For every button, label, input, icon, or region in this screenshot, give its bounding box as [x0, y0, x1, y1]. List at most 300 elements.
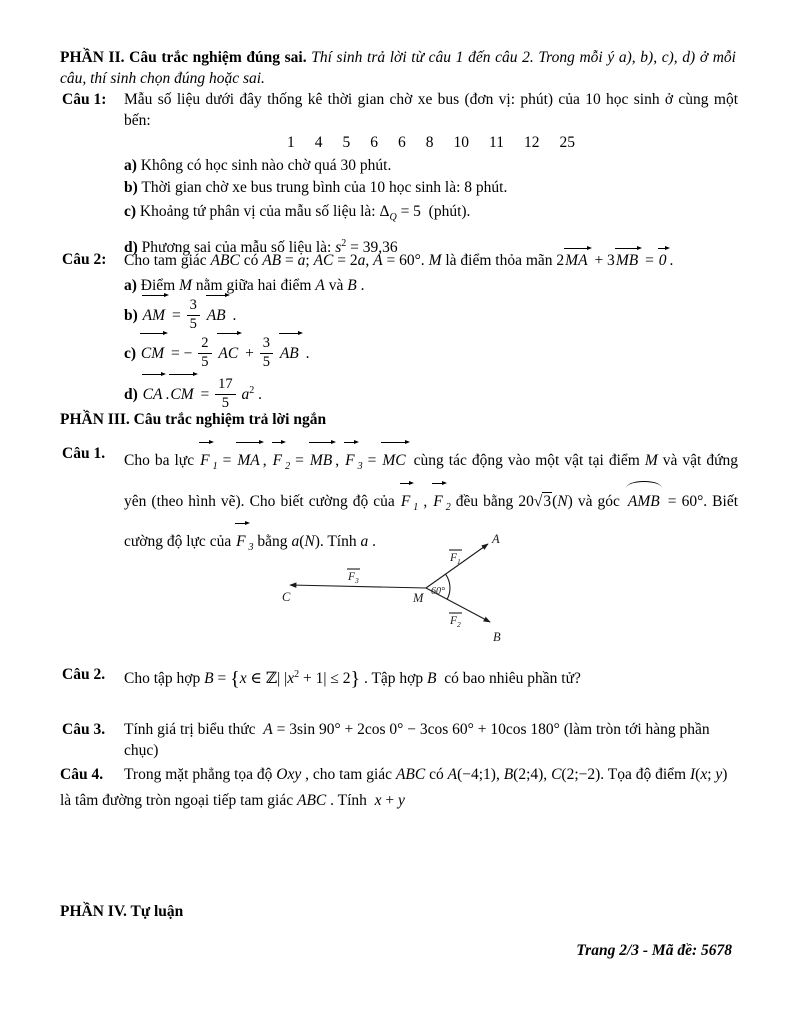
run: = — [217, 452, 237, 469]
run — [615, 252, 641, 269]
run — [124, 721, 263, 738]
run — [124, 91, 742, 129]
run: y — [398, 792, 405, 809]
run: Cho tam giác — [124, 252, 211, 269]
run: B — [347, 277, 357, 294]
run: d) — [124, 239, 138, 256]
run — [241, 386, 254, 403]
run — [214, 670, 231, 687]
run: 5 — [189, 316, 197, 333]
figure-label-c: C — [282, 590, 291, 604]
run: MB — [309, 443, 335, 477]
run: ) và góc — [567, 493, 625, 510]
run — [124, 307, 138, 324]
run — [217, 345, 241, 362]
run: Cho tập hợp — [124, 670, 205, 687]
run — [199, 452, 218, 472]
run: , — [365, 252, 374, 269]
part4-heading — [60, 901, 736, 922]
run — [241, 345, 258, 362]
run — [60, 411, 326, 428]
run: nằm giữa hai điểm — [192, 277, 316, 294]
force-diagram-figure — [266, 531, 536, 656]
run: B — [204, 670, 214, 687]
run — [301, 766, 396, 783]
run: = − — [167, 345, 197, 362]
run: và — [324, 277, 348, 294]
run: | ≤ 2 — [323, 670, 351, 687]
run: Trong mặt phẳng tọa độ — [124, 766, 277, 783]
run — [409, 452, 645, 469]
run: Mẫu số liệu dưới đây thống kê thời gian chờ xe bus (đơn vị: phút) của 10 học sinh ở cùng một bến: — [124, 91, 742, 129]
run — [272, 452, 291, 472]
run: x — [374, 792, 382, 809]
run: 3 — [260, 336, 273, 354]
run: , cho tam giác — [301, 766, 396, 783]
run: Q — [389, 212, 397, 223]
run: N — [557, 493, 568, 510]
run: CM — [169, 375, 196, 414]
run: √ — [533, 493, 543, 510]
run — [436, 670, 580, 687]
run — [309, 452, 335, 469]
run — [397, 203, 471, 220]
run: } — [350, 668, 361, 690]
run — [302, 345, 310, 362]
run: 6 — [398, 134, 406, 151]
run: = 3sin 90° + 2cos 0° − 3cos 60° + 10cos 180° (làm tròn tới hàng phần chục) — [124, 721, 714, 759]
run: . Tập hợp — [360, 670, 427, 687]
run: x — [287, 670, 295, 687]
run — [561, 766, 690, 783]
run: B — [503, 766, 514, 783]
run: c) — [124, 203, 137, 220]
run: Không có học sinh nào chờ quá 30 phút. — [136, 157, 392, 174]
run: 0 — [658, 249, 670, 271]
run — [124, 277, 137, 294]
run: + 3 — [590, 252, 615, 269]
run: d) — [124, 386, 138, 403]
run — [504, 766, 513, 783]
run — [645, 452, 658, 469]
run — [451, 493, 534, 510]
run: 17 — [215, 377, 236, 395]
run — [179, 277, 192, 294]
run: PHẦN IV. Tự luận — [60, 903, 184, 920]
run: CA — [142, 375, 166, 414]
run: a — [291, 533, 300, 550]
run: 2 — [445, 502, 451, 513]
run: = — [168, 307, 185, 324]
run: 3 — [248, 542, 254, 553]
run: ABC — [296, 792, 327, 809]
run: 3 — [543, 493, 552, 510]
run — [124, 157, 137, 174]
run: + — [381, 792, 399, 809]
run: 1 — [287, 134, 295, 151]
run: Thời gian chờ xe bus trung bình của 10 học sinh là: 8 phút. — [137, 179, 508, 196]
run — [400, 493, 419, 513]
run: F — [344, 443, 357, 477]
run — [263, 452, 272, 469]
run: ABC — [210, 252, 240, 269]
run: Tính giá trị biểu thức — [124, 721, 264, 738]
run — [375, 792, 382, 809]
run: bằng — [253, 533, 292, 550]
run: . — [669, 252, 674, 269]
item-d — [124, 372, 738, 410]
part3-question-3 — [60, 719, 738, 761]
run: 2 — [556, 252, 565, 269]
run — [124, 179, 138, 196]
run: + 1 — [299, 670, 324, 687]
run — [260, 336, 273, 370]
run: . — [228, 307, 237, 324]
run — [398, 792, 405, 809]
run: x — [700, 766, 708, 783]
run: = — [362, 452, 382, 469]
run — [625, 493, 663, 510]
run: Khoảng tứ phân vị của mẫu số liệu là: — [136, 203, 380, 220]
run: đều bằng 20 — [450, 493, 534, 510]
run: A — [315, 277, 325, 294]
item-c — [124, 199, 738, 230]
run — [276, 766, 301, 783]
run — [333, 252, 357, 269]
run: PHẦN II. Câu trắc nghiệm đúng sai. — [60, 49, 312, 66]
run — [247, 670, 278, 687]
run — [124, 203, 136, 220]
run — [263, 721, 272, 738]
run — [240, 670, 247, 687]
run: M — [428, 252, 442, 269]
run: ; — [305, 252, 314, 269]
run: Điểm — [136, 277, 180, 294]
run: I — [689, 766, 696, 783]
run: Phương sai của mẫu số liệu là: — [137, 239, 336, 256]
run — [169, 386, 196, 403]
figure-label-m: M — [413, 591, 424, 605]
run: MC — [381, 443, 408, 477]
run — [136, 203, 379, 220]
run: , — [262, 452, 272, 469]
run: (2;4), — [513, 766, 552, 783]
run: B — [426, 670, 437, 687]
run: , — [335, 452, 345, 469]
run: 5 — [262, 354, 270, 371]
run: a) — [124, 277, 137, 294]
run — [335, 452, 344, 469]
run: = — [213, 670, 231, 687]
run — [425, 766, 447, 783]
run — [396, 766, 425, 783]
run: F — [199, 443, 212, 477]
run: có bao nhiêu phần tử? — [436, 670, 581, 687]
run — [641, 252, 658, 269]
figure-label-a: A — [492, 532, 500, 546]
run: 12 — [523, 134, 540, 151]
run: AB — [262, 252, 282, 269]
run: = 39,36 — [346, 239, 398, 256]
run — [441, 252, 556, 269]
run: F — [272, 443, 285, 477]
run: AM — [142, 296, 168, 335]
run: 2 — [198, 336, 211, 354]
run: = — [196, 386, 214, 403]
run — [60, 49, 311, 66]
run — [287, 670, 299, 687]
run: a — [241, 386, 250, 403]
run: Thí sinh trả lời từ câu 1 đến câu 2. Trong mỗi ý a), b), c), d) ở mỗi câu, thí sinh chọn đúng hoặc sai. — [60, 49, 740, 87]
run: Oxy — [276, 766, 302, 783]
run: và vật đứng yên (theo hình vẽ). Cho biết cường độ của — [124, 452, 742, 510]
run — [187, 298, 200, 332]
run: cùng tác động vào một vật tại điểm — [408, 452, 645, 469]
part2-question-1 — [60, 89, 742, 260]
run: a — [360, 533, 369, 550]
run: y — [715, 766, 723, 783]
figure-angle-label: 60° — [431, 586, 445, 597]
run — [142, 386, 166, 403]
run — [556, 252, 564, 269]
run — [568, 493, 625, 510]
run — [168, 307, 185, 324]
run — [326, 792, 374, 809]
run — [314, 252, 334, 269]
run: F — [400, 484, 413, 518]
run: ( — [299, 533, 305, 550]
run: (2;−2). Tọa độ điểm — [561, 766, 690, 783]
run: MB — [615, 249, 641, 271]
run: AB — [206, 296, 229, 335]
run — [198, 336, 211, 370]
run — [534, 492, 552, 510]
run — [137, 277, 179, 294]
part3-question-2 — [60, 664, 738, 690]
run: 5 — [221, 395, 229, 412]
item-b — [124, 177, 738, 198]
run — [418, 493, 432, 510]
run — [344, 452, 363, 472]
run: + — [241, 345, 258, 362]
run — [323, 670, 350, 687]
run: CM — [140, 334, 167, 373]
run: Cho ba lực — [124, 452, 200, 469]
run — [167, 345, 196, 362]
question-body — [124, 719, 738, 761]
run: a — [297, 252, 306, 269]
run: 5 — [201, 354, 209, 371]
run — [218, 452, 237, 469]
run — [299, 670, 323, 687]
run: = — [281, 252, 298, 269]
run: ). Tính — [314, 533, 361, 550]
figure-label-f3: $F_3$ — [348, 571, 359, 585]
run: a) — [124, 157, 137, 174]
run: 1 — [413, 502, 419, 513]
run — [281, 252, 298, 269]
run: AMB — [625, 483, 663, 518]
run — [138, 179, 508, 196]
run — [124, 252, 211, 269]
run — [457, 766, 504, 783]
run — [383, 252, 429, 269]
run — [557, 493, 567, 510]
run — [124, 670, 204, 687]
force-diagram-svg — [266, 531, 536, 656]
run — [230, 668, 240, 690]
run: 3 — [357, 461, 363, 472]
run: A — [447, 766, 458, 783]
run — [564, 252, 590, 269]
run: a — [357, 252, 366, 269]
run: 25 — [559, 134, 575, 151]
run: 2 — [249, 385, 255, 396]
run — [350, 668, 361, 690]
run: b) — [124, 307, 138, 324]
run — [432, 493, 451, 513]
run: AC — [217, 334, 241, 373]
question-body — [60, 766, 731, 809]
run: = 60°. — [382, 252, 429, 269]
run: c) — [124, 345, 137, 362]
run — [381, 452, 408, 469]
run: Δ — [379, 203, 390, 220]
run — [124, 766, 276, 783]
run: ) là tâm đường tròn ngoại tiếp tam giác — [60, 766, 732, 809]
run — [254, 386, 262, 403]
run: MA — [564, 249, 590, 271]
run: 2 — [285, 461, 291, 472]
run: F — [235, 524, 248, 558]
run: = 2 — [333, 252, 358, 269]
run: 2 — [294, 669, 300, 680]
question-body — [124, 89, 742, 131]
question-label: Câu 3. — [62, 721, 106, 738]
run: AB — [279, 334, 302, 373]
run — [192, 277, 315, 294]
page-footer: Trang 2/3 - Mã đề: 5678 — [576, 942, 732, 959]
question-label: Câu 2: — [62, 251, 107, 268]
run — [360, 670, 427, 687]
run: | | — [277, 670, 288, 687]
run: là điểm thỏa mãn — [441, 252, 557, 269]
run — [142, 307, 168, 324]
force-arrow-f3 — [290, 585, 426, 588]
question-label: Câu 4. — [60, 766, 104, 783]
run: A — [263, 721, 273, 738]
part3-question-4 — [60, 762, 738, 814]
run — [137, 157, 391, 174]
run — [204, 670, 213, 687]
run: x — [239, 670, 247, 687]
run — [124, 345, 136, 362]
run: 11 — [489, 134, 504, 151]
run: 8 — [425, 134, 434, 151]
run — [124, 452, 199, 469]
run — [551, 766, 561, 783]
run: 6 — [370, 134, 379, 151]
run — [373, 252, 382, 269]
run — [279, 345, 302, 362]
run — [140, 345, 167, 362]
run — [60, 903, 183, 920]
run: = — [641, 252, 658, 269]
force-arrow-f1 — [426, 544, 488, 588]
run: . Tính — [326, 792, 375, 809]
run — [206, 307, 229, 324]
run — [448, 766, 457, 783]
run: = 60°. Biết cường độ lực của — [124, 493, 742, 550]
run — [347, 277, 356, 294]
part2-question-2 — [60, 249, 738, 410]
run — [236, 452, 262, 469]
run — [229, 307, 237, 324]
run: 5 — [342, 134, 351, 151]
run: A — [373, 252, 383, 269]
run: . — [368, 533, 376, 550]
run — [124, 386, 138, 403]
run: b) — [124, 179, 138, 196]
run: có — [425, 766, 448, 783]
run: { — [230, 668, 240, 690]
run — [513, 766, 551, 783]
run — [290, 452, 309, 469]
run — [669, 252, 673, 269]
run — [277, 670, 287, 687]
run: ∈ ℤ — [246, 670, 278, 687]
run — [315, 277, 324, 294]
item-a — [124, 275, 738, 296]
run: AC — [313, 252, 334, 269]
run — [305, 252, 313, 269]
run: 10 — [453, 134, 470, 151]
run: 1 — [212, 461, 218, 472]
run: F — [432, 484, 445, 518]
run — [365, 252, 373, 269]
run — [379, 203, 397, 223]
run: s — [335, 239, 342, 256]
run — [235, 533, 254, 553]
run: ( — [552, 493, 558, 510]
run: C — [551, 766, 562, 783]
item-c — [124, 334, 738, 372]
run: ; — [707, 766, 716, 783]
figure-label-f1: $F_1$ — [450, 552, 461, 566]
run — [197, 386, 214, 403]
run: 3 — [187, 298, 200, 316]
run: . — [254, 386, 262, 403]
run: có — [239, 252, 263, 269]
run: PHẦN III. Câu trắc nghiệm trả lời ngắn — [60, 411, 327, 428]
run: 4 — [314, 134, 323, 151]
run — [382, 792, 399, 809]
run: = — [290, 452, 309, 469]
run — [211, 252, 240, 269]
run: = 5 (phút). — [396, 203, 471, 220]
run: MA — [236, 443, 262, 477]
part3-heading — [60, 409, 736, 430]
run: 2 — [341, 238, 347, 249]
figure-label-f2: $F_2$ — [450, 615, 461, 629]
run — [215, 377, 236, 411]
part2-heading — [60, 47, 740, 89]
run — [658, 252, 670, 269]
run — [240, 252, 262, 269]
question-body — [124, 664, 738, 690]
run — [325, 277, 347, 294]
run — [357, 277, 365, 294]
